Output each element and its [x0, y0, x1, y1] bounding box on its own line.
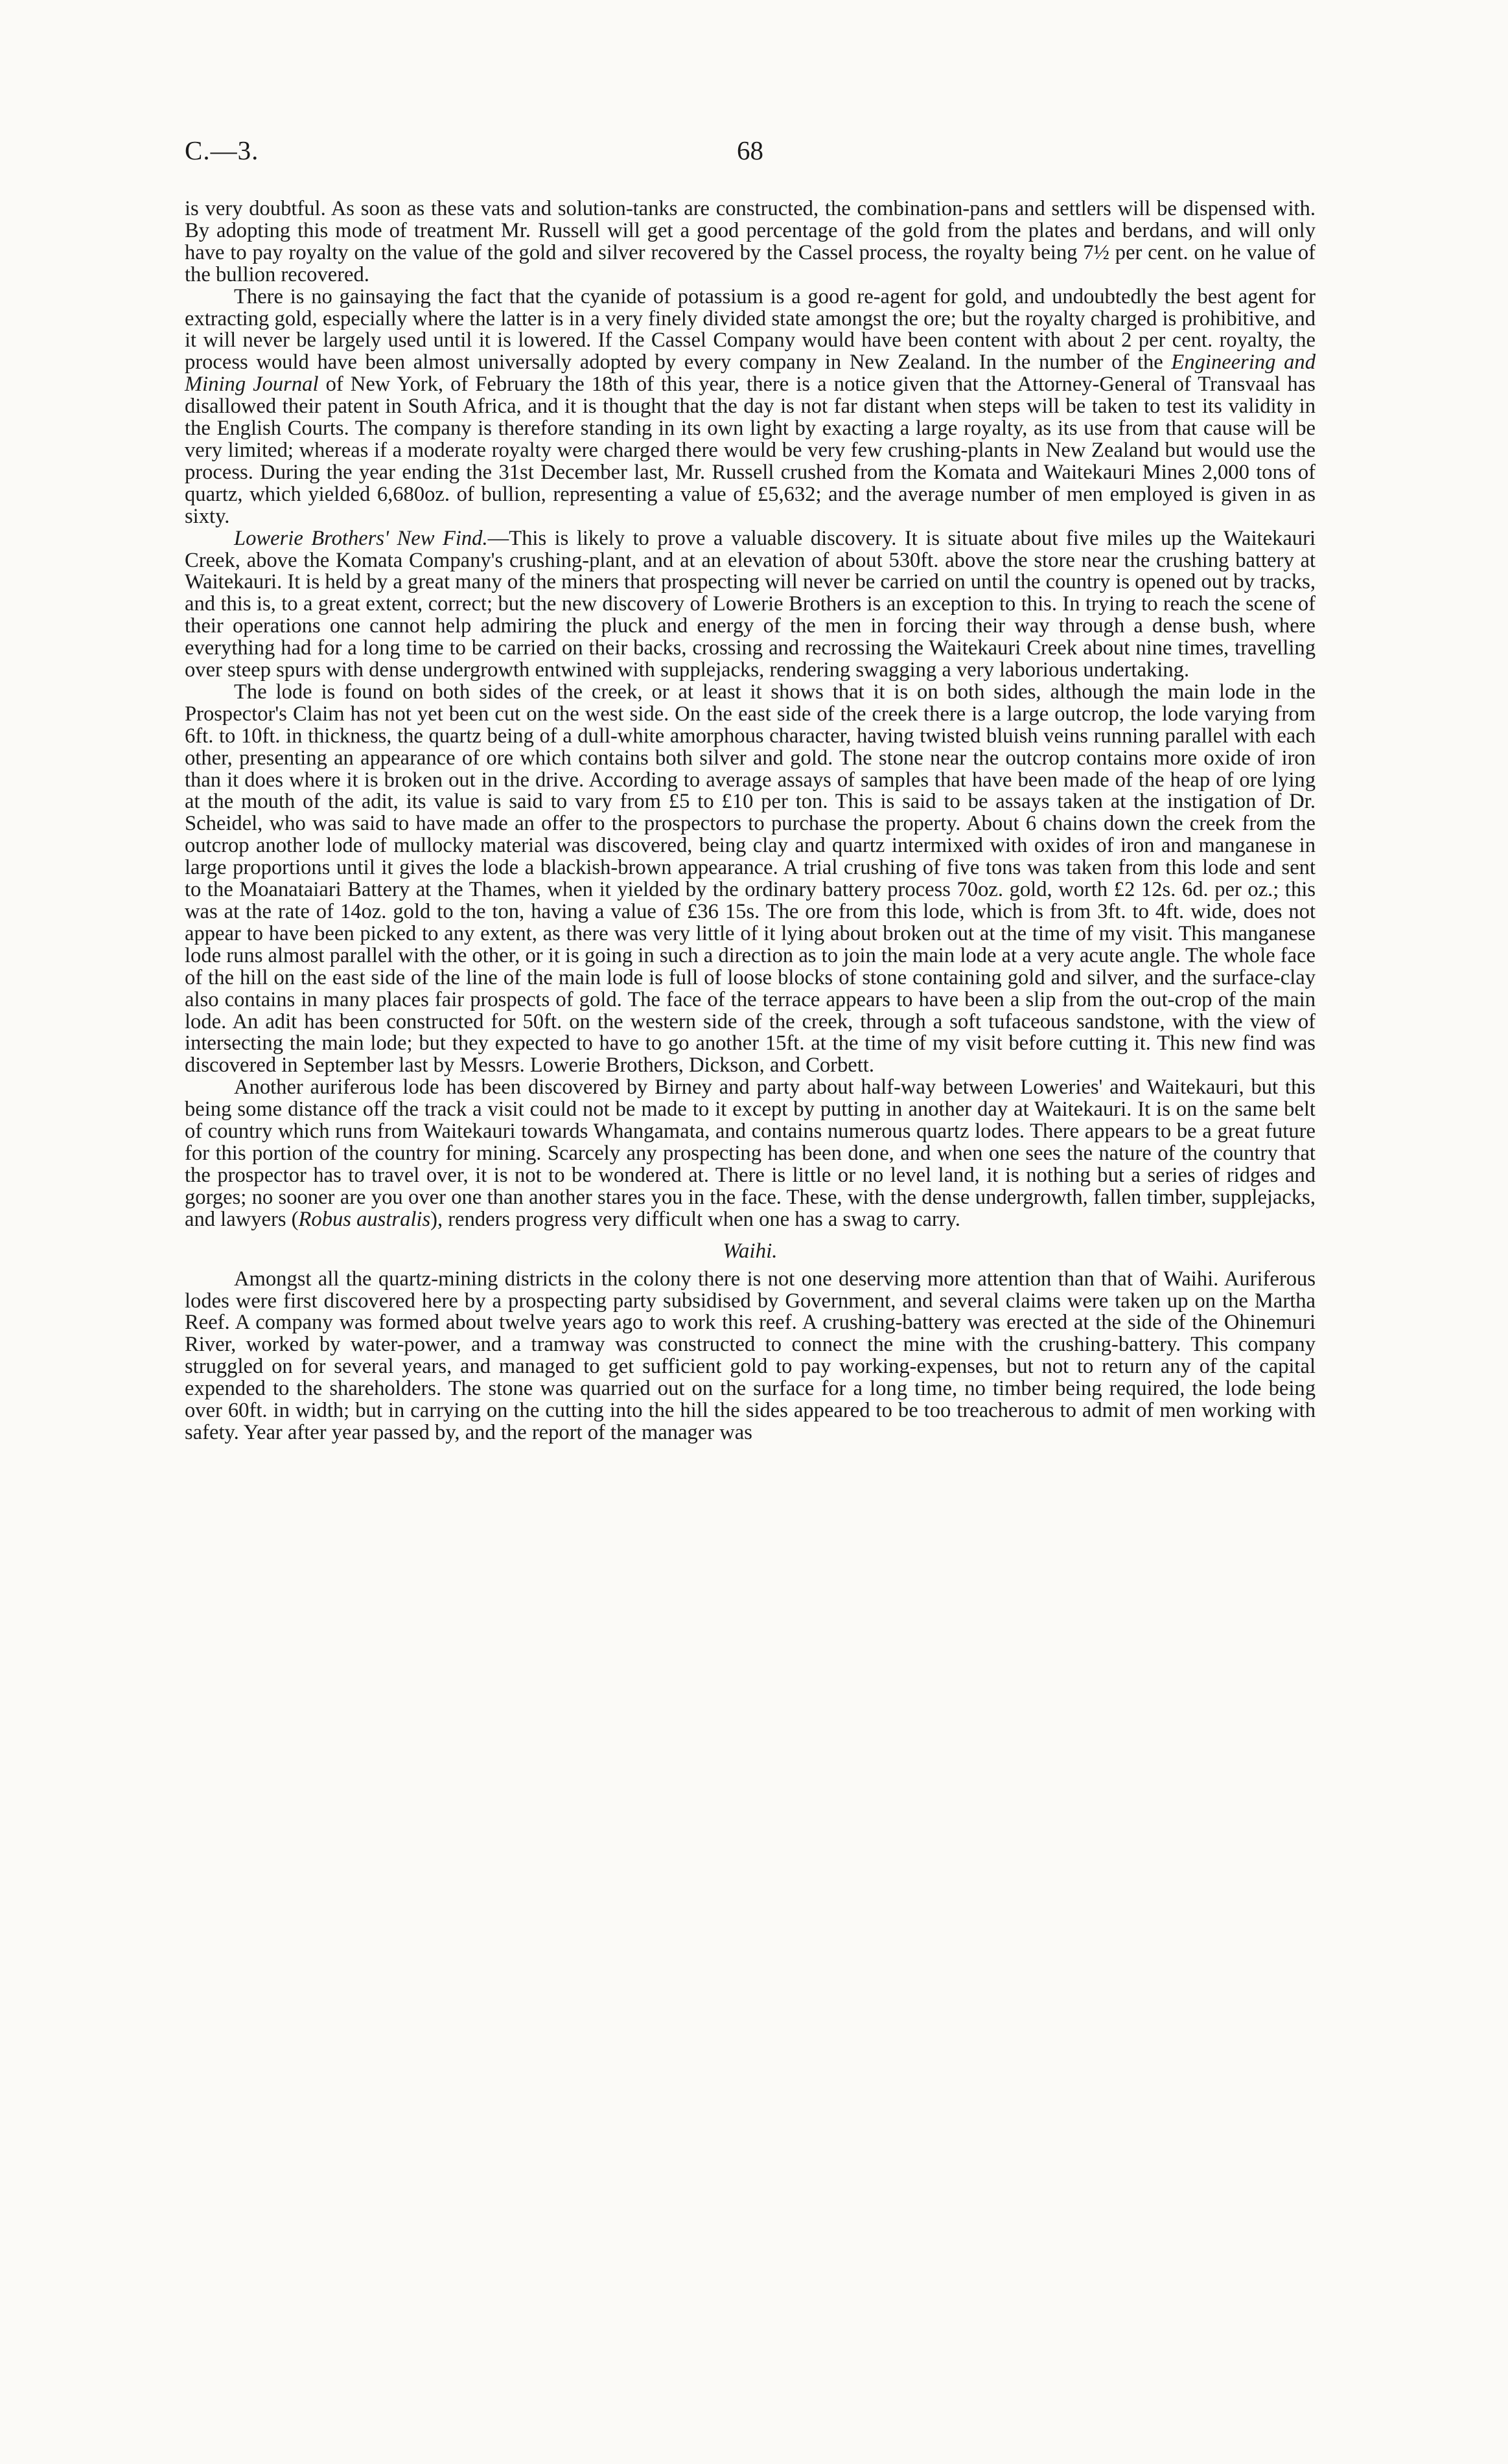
paragraph-cassel-royalty — [185, 286, 1316, 528]
body-text — [185, 198, 1316, 1444]
paragraph-waihi: Amongst all the quartz-mining districts in the colony there is not one deserving more attention than that of Waihi. Auriferous lodes were first discovered here by a prospecting party subsidised by Government, and several claims were taken up on the Martha Reef. A company was formed about twelve years ago to work this reef. A crushing-battery was erected at the side of the Ohinemuri River, worked by water-power, and a tramway was constructed to connect the mine with the crushing-battery. This company struggled on for several years, and managed to get sufficient gold to pay working-expenses, but not to return any of the capital expended to the shareholders. The stone was quarried out on the surface for a long time, no timber being required, the lode being over 60ft. in width; but in carrying on the cutting into the hill the sides appeared to be too treacherous to admit of men working with safety. Year after year passed by, and the report of the manager was — [185, 1267, 1316, 1444]
paragraph-text: of New York, of February the 18th of this year, there is a notice given that the Attorney-General of Transvaal has disallowed their patent in South Africa, and it is thought that the day is not far distant when steps will be taken to test its validity in the English Courts. The company is therefore standing in its own light by exacting a large royalty, as its use from that cause will be very limited; whereas if a moderate royalty were charged there would be very few crushing-plants in New Zealand but would use the process. During the year ending the 31st December last, Mr. Russell crushed from the Komata and Waitekauri Mines 2,000 tons of quartz, which yielded 6,680oz. of bullion, representing a value of £5,632; and the average number of men employed is given in as sixty. — [185, 373, 1316, 528]
subsection-title: Lowerie Brothers' New Find. — [234, 526, 488, 550]
section-heading-waihi: Waihi. — [723, 1239, 778, 1263]
paragraph-text: ), renders progress very difficult when one has a swag to carry. — [430, 1207, 960, 1231]
paragraph-lode-description: The lode is found on both sides of the creek, or at least it shows that it is on both sides, although the main lode in the Prospector's Claim has not yet been cut on the west side. On the east side of the creek there is a large outcrop, the lode varying from 6ft. to 10ft. in thickness, the quartz being of a dull-white amorphous character, having twisted bluish veins running parallel with each other, presenting an appearance of ore which contains both silver and gold. The stone near the outcrop contains more oxide of iron than it does where it is broken out in the drive. According to average assays of samples that have been made of the heap of ore lying at the mouth of the adit, its value is said to vary from £5 to £10 per ton. This is said to be assays taken at the instigation of Dr. Scheidel, who was said to have made an offer to the prospectors to purchase the property. About 6 chains down the creek from the outcrop another lode of mullocky material was discovered, being clay and quartz intermixed with oxides of iron and manganese in large proportions until it gives the lode a blackish-brown appearance. A trial crushing of five tons was taken from this lode and sent to the Moanataiari Battery at the Thames, when it yielded by the ordinary battery process 70oz. gold, worth £2 12s. 6d. per oz.; this was at the rate of 14oz. gold to the ton, having a value of £36 15s. The ore from this lode, which is from 3ft. to 4ft. wide, does not appear to have been picked to any extent, as there was very little of it lying about broken out at the time of my visit. This manganese lode runs almost parallel with the other, or it is going in such a direction as to join the main lode at a very acute angle. The whole face of the hill on the east side of the line of the main lode is full of loose blocks of stone containing gold and silver, and the surface-clay also contains in many places fair prospects of gold. The face of the terrace appears to have been a slip from the out-crop of the main lode. An adit has been constructed for 50ft. on the western side of the creek, through a soft tufaceous sandstone, with the view of intersecting the main lode; but they expected to have to go another 15ft. at the time of my visit before cutting it. This new find was discovered in September last by Messrs. Lowerie Brothers, Dickson, and Corbett. — [185, 680, 1316, 1077]
page-header — [185, 135, 1316, 174]
paragraph-lowerie-find — [185, 528, 1316, 682]
page-number: 68 — [737, 135, 763, 165]
journal-title: Engineering and Mining Journal — [185, 351, 1316, 397]
paragraph-text: Another auriferous lode has been discovered by Birney and party about half-way between Loweries' and Waitekauri, but this being some distance off the track a visit could not be made to it except by putting in another day at Waitekauri. It is on the same belt of country which runs from Waitekauri towards Whangamata, and contains numerous quartz lodes. There appears to be a great future for this portion of the country for mining. Scarcely any prospecting has been done, and when one sees the nature of the country that the prospector has to travel over, it is not to be wondered at. There is little or no level land, it is nothing but a series of ridges and gorges; no sooner are you over one than another stares you in the face. These, with the dense undergrowth, fallen timber, supplejacks, and lawyers ( — [185, 1076, 1316, 1231]
paragraph-text: —This is likely to prove a valuable discovery. It is situate about five miles up the Waitekauri Creek, above the Komata Company's crushing-plant, and at an elevation of about 530ft. above the store near the crushing battery at Waitekauri. It is held by a great many of the miners that prospecting will never be carried on until the country is opened out by tracks, and this is, to a great extent, correct; but the new discovery of Lowerie Brothers is an exception to this. In trying to reach the scene of their operations one cannot help admiring the pluck and energy of the men in forcing their way through a dense bush, where everything had for a long time to be carried on their backs, crossing and recrossing the Waitekauri Creek about nine times, travelling over steep spurs with dense undergrowth entwined with supplejacks, rendering swagging a very laborious undertaking. — [185, 526, 1316, 682]
series-number: C.—3. — [185, 135, 259, 165]
latin-name: Robus australis — [298, 1207, 431, 1231]
paragraph-text: There is no gainsaying the fact that the cyanide of potassium is a good re-agent for gold, and undoubtedly the best agent for extracting gold, especially where the latter is in a very finely divided state amongst the ore; but the royalty charged is prohibitive, and it will never be largely used until it is lowered. If the Cassel Company would have been content with about 2 per cent. royalty, the process would have been almost universally adopted by every company in New Zealand. In the number of the — [185, 284, 1316, 374]
paragraph-birney-lode — [185, 1077, 1316, 1230]
paragraph-cyanide-vats: is very doubtful. As soon as these vats and solution-tanks are constructed, the combination-pans and settlers will be dispensed with. By adopting this mode of treatment Mr. Russell will get a good percentage of the gold from the plates and berdans, and will only have to pay royalty on the value of the gold and silver recovered by the Cassel process, the royalty being 7½ per cent. on he value of the bullion recovered. — [185, 197, 1316, 286]
